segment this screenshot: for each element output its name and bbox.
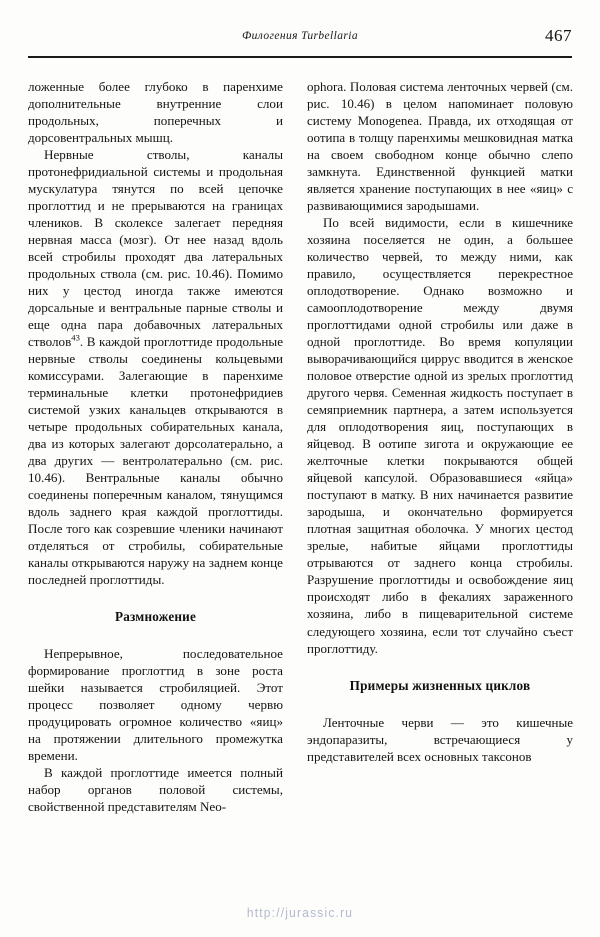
paragraph-text-before-footnote: Нервные стволы, каналы протонефридиальной системы и продольная мускулатура тянутся по всей цепочке проглоттид и не прерываются на границах члеников. В сколексе залегает передняя нервная масса (мозг). От нее назад вдоль всей стробилы проходят два латеральных продольных ствола (см. рис. 10.46). Помимо них у цестод иногда также имеются дорсальные и вентральные парные стволы и еще одна пара добавочных латеральных стволов bbox=[28, 147, 283, 349]
body-columns bbox=[28, 78, 573, 918]
section-heading-reproduction: Размножение bbox=[114, 609, 197, 624]
page-header bbox=[28, 28, 572, 58]
paragraph: ophora. Половая система ленточных червей (см. рис. 10.46) в целом напоминает половую систему Monogenea. Правда, их отходящая от оотипа в толщу паренхимы мешковидная матка на своем свободном конце обычно слепо замкнута. Единственной функцией матки является хранение поступающих в нее «яиц» с развивающимися зародышами. bbox=[307, 79, 573, 214]
watermark: http://jurassic.ru bbox=[246, 905, 354, 921]
footnote-marker: 43 bbox=[71, 332, 80, 343]
column-right bbox=[307, 78, 573, 918]
paragraph: В каждой проглоттиде имеется полный набор органов половой системы, свойственной представителям Neo- bbox=[28, 765, 283, 814]
paragraph-text-after-footnote: . В каждой проглоттиде продольные нервные стволы соединены кольцевыми комиссурами. Залегающие в паренхиме терминальные клетки протонефридиев системой узких канальцев открываются в четыре продольных собирательных канала, два из которых залегают дорсолатерально, а два других — вентролатерально (см. рис. 10.46). Вентральные каналы обычно соединены поперечным каналом, тянущимся вдоль заднего края каждой проглоттиды. После того как созревшие членики начинают отделяться от стробилы, собирательные каналы открываются наружу на заднем конце последней проглоттиды. bbox=[28, 334, 283, 587]
paragraph bbox=[28, 146, 283, 588]
paragraph: По всей видимости, если в кишечнике хозяина поселяется не один, а большее количество червей, то между ними, как правило, осуществляется перекрестное оплодотворение. Однако возможно и самооплодотворение между двумя проглоттидами одной стробилы или даже в одной проглоттиде. Во время копуляции выворачивающийся циррус вводится в женское половое отверстие одной из зрелых проглоттид другого червя. Семенная жидкость поступает в семяприемник партнера, а затем используется для оплодотворения яиц, поступающих в яйцевод. В оотипе зигота и окружающие ее желточные клетки покрываются общей яйцевой капсулой. Образовавшиеся «яйца» поступают в матку. В них начинается развитие зародыша, и окончательно формируется плотная защитная оболочка. У многих цестод зрелые, набитые яйцами проглоттиды отрываются от заднего конца стробилы. Разрушение проглоттиды и освобождение яиц происходят либо в фекалиях зараженного хозяина, либо в пищеварительной системе следующего хозяина, если тот случайно съест проглоттиду. bbox=[307, 215, 573, 656]
paragraph: Ленточные черви — это кишечные эндопаразиты, встречающиеся у представителей всех основных таксонов bbox=[307, 714, 573, 764]
paragraph: ложенные более глубоко в паренхиме дополнительные внутренние слои продольных, поперечных и дорсовентральных мышц. bbox=[28, 79, 283, 145]
header-rule bbox=[28, 56, 572, 58]
paragraph: Непрерывное, последовательное формирование проглоттид в зоне роста шейки называется стробиляцией. Этот процесс позволяет одному червю продуцировать огромное количество «яиц» на протяжении длительного промежутка времени. bbox=[28, 646, 283, 763]
spacer bbox=[307, 657, 573, 678]
spacer bbox=[28, 625, 283, 645]
running-head-title: Филогения Turbellaria bbox=[242, 30, 358, 42]
spacer bbox=[28, 588, 283, 609]
section-heading-life-cycles: Примеры жизненных циклов bbox=[349, 677, 531, 693]
spacer bbox=[307, 694, 573, 714]
page-number: 467 bbox=[545, 26, 572, 45]
column-left bbox=[28, 78, 283, 918]
